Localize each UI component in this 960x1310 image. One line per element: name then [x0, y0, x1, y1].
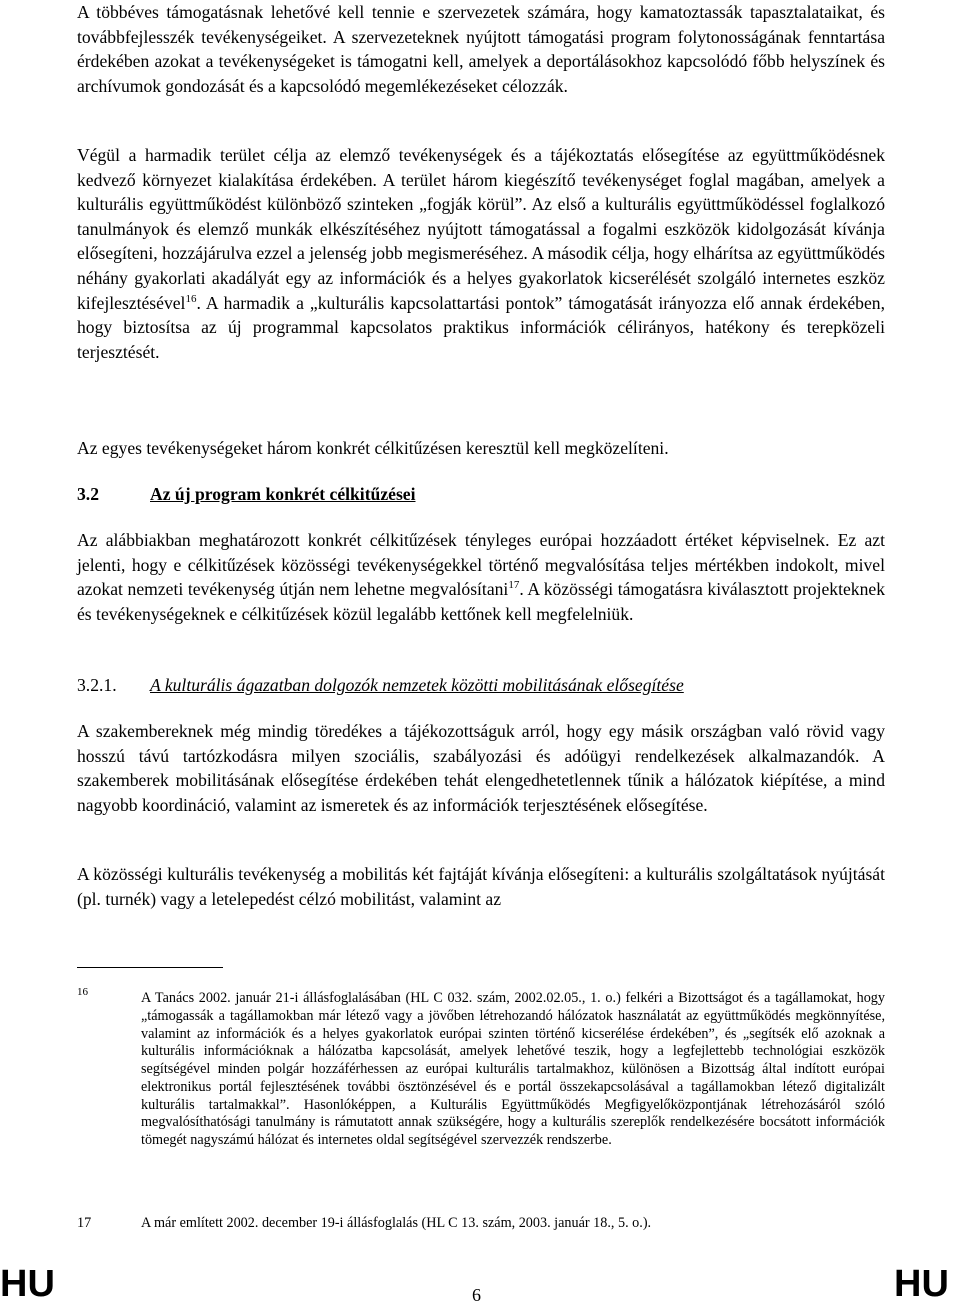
section-number: 3.2.1.	[77, 675, 117, 695]
paragraph-third-area	[77, 143, 885, 364]
paragraph-text: A szakembereknek még mindig töredékes a tájékozottságuk arról, hogy egy másik országban való rövid vagy hosszú távú tartózkodásra milyen szociális, szabályozási és adóügyi rendelkezések alkalmazandók. A szakemberek mobilitásának elősegítése érdekében tehát elengedhetetlennek tűnik a hálózatok kiépítése, a mind nagyobb koordináció, valamint az ismeretek és az információk terjesztésének elősegítése.	[77, 721, 885, 815]
paragraph-professionals-mobility	[77, 719, 885, 817]
section-number: 3.2	[77, 484, 99, 504]
paragraph-text: A közösségi kulturális tevékenység a mobilitás két fajtáját kívánja elősegíteni: a kulturális szolgáltatások nyújtását (pl. turnék) vagy a letelepedést célzó mobilitást, valamint az	[77, 864, 885, 909]
paragraph-multiannual-support	[77, 0, 885, 98]
paragraph-text: . A közösségi támogatásra kiválasztott projekteknek és tevékenységeknek e célkitűzések közül legalább kettőnek kell megfelelniük.	[77, 579, 885, 624]
paragraph-objectives-added-value	[77, 528, 885, 626]
language-code-left: HU	[0, 1263, 55, 1305]
paragraph-text: Végül a harmadik terület célja az elemző tevékenységek és a tájékoztatás elősegítése az együttműködésnek kedvező környezet kialakítása érdekében. A terület három kiegészítő tevékenységet foglal magában, amelyek a kulturális együttműködést különböző szinteken „fogják körül”. Az első a kulturális együttműködéssel foglalkozó tanulmányok és elemző munkák elkészítéséhez nyújtott támogatással a fogalmi eszközök kidolgozását kívánja elősegíteni, hozzájárulva ezzel a jelenség jobb megismeréséhez. A második célja, hogy elhárítsa az együttműködés néhány gyakorlati akadályát egy az információk és a helyes gyakorlatok kicserélését szolgáló internetes eszköz kifejlesztésével	[77, 145, 885, 313]
paragraph-text: Az alábbiakban meghatározott konkrét célkitűzések tényleges európai hozzáadott értéket képviselnek. Ez azt jelenti, hogy e célkitűzések közösségi tevékenységekkel történő megvalósítása teljes mértékben indokolt, mivel azokat nemzeti tevékenység útján nem lehetne megvalósítani	[77, 530, 885, 600]
section-heading-3-2-1	[77, 673, 885, 697]
footnote-reference-16[interactable]: 16	[185, 292, 197, 305]
footnote-text: A már említett 2002. december 19-i állásfoglalás (HL C 13. szám, 2003. január 18., 5. o.).	[141, 1215, 652, 1231]
page-number: 6	[472, 1285, 481, 1305]
paragraph-text: . A harmadik a „kulturális kapcsolattartási pontok” támogatását irányozza elő annak érdekében, hogy biztosítsa az új programmal kapcsolatos praktikus információk célirányos, hatékony és terepközeli terjesztését.	[77, 292, 885, 362]
paragraph-text: Az egyes tevékenységeket három konkrét célkitűzésen keresztül kell megközelíteni.	[77, 438, 669, 458]
language-code-right: HU	[894, 1263, 949, 1305]
footnote-text: A Tanács 2002. január 21-i állásfoglalásában (HL C 032. szám, 2002.02.05., 1. o.) felkéri a Bizottságot és a tagállamokat, hogy „támogassák a tagállamokban már létező vagy a jövőben létrehozandó hálózatok használatát az együttműködés megkönnyítése, valamint az információk és a helyes gyakorlatok európai szinten történő kicserélése érdekében”, és „segítsék elő azoknak a kulturális információknak a hálózatba kapcsolását, amelyek lehetővé teszik, hogy a legfejlettebb technológiai eszközök segítségével minden polgár hozzáférhessen az európai kulturális tartalmakhoz, különösen a Bizottság által indított európai elektronikus portál fejlesztésének további ösztönzésével és e portál összekapcsolásával a tagállamokban létező digitalizált kulturális tartalmakkal”. Hasonlóképpen, a Kulturális Együttműködés Megfigyelőközpontjának létrehozásáról szóló megvalósíthatósági tanulmány is rámutatott annak szükségére, hogy a kulturális szereplők rendelkezésére bocsátott információk tömegét nagyszámú hálózat és internetes oldal segítségével szervezzék rendszerbe.	[141, 990, 885, 1148]
section-heading-3-2	[77, 482, 885, 506]
footnote-number: 16	[77, 986, 88, 998]
section-title: Az új program konkrét célkitűzései	[150, 484, 416, 504]
footnote-separator	[77, 967, 223, 968]
paragraph-text: A többéves támogatásnak lehetővé kell tennie e szervezetek számára, hogy kamatoztassák tapasztalataikat, és továbbfejlesszék tevékenységeiket. A szervezeteknek nyújtott támogatási program folytonosságának fenntartása érdekében azokat a tevékenységeket is támogatni kell, amelyek a deportálásokhoz kapcsolódó főbb helyszínek és archívumok gondozását és a kapcsolódó megemlékezéseket célozzák.	[77, 2, 885, 96]
footnote-number: 17	[77, 1215, 92, 1231]
section-title: A kulturális ágazatban dolgozók nemzetek közötti mobilitásának elősegítése	[150, 675, 684, 695]
paragraph-two-types-mobility	[77, 862, 885, 911]
footnote-reference-17[interactable]: 17	[508, 579, 520, 592]
paragraph-three-objectives	[77, 436, 885, 461]
